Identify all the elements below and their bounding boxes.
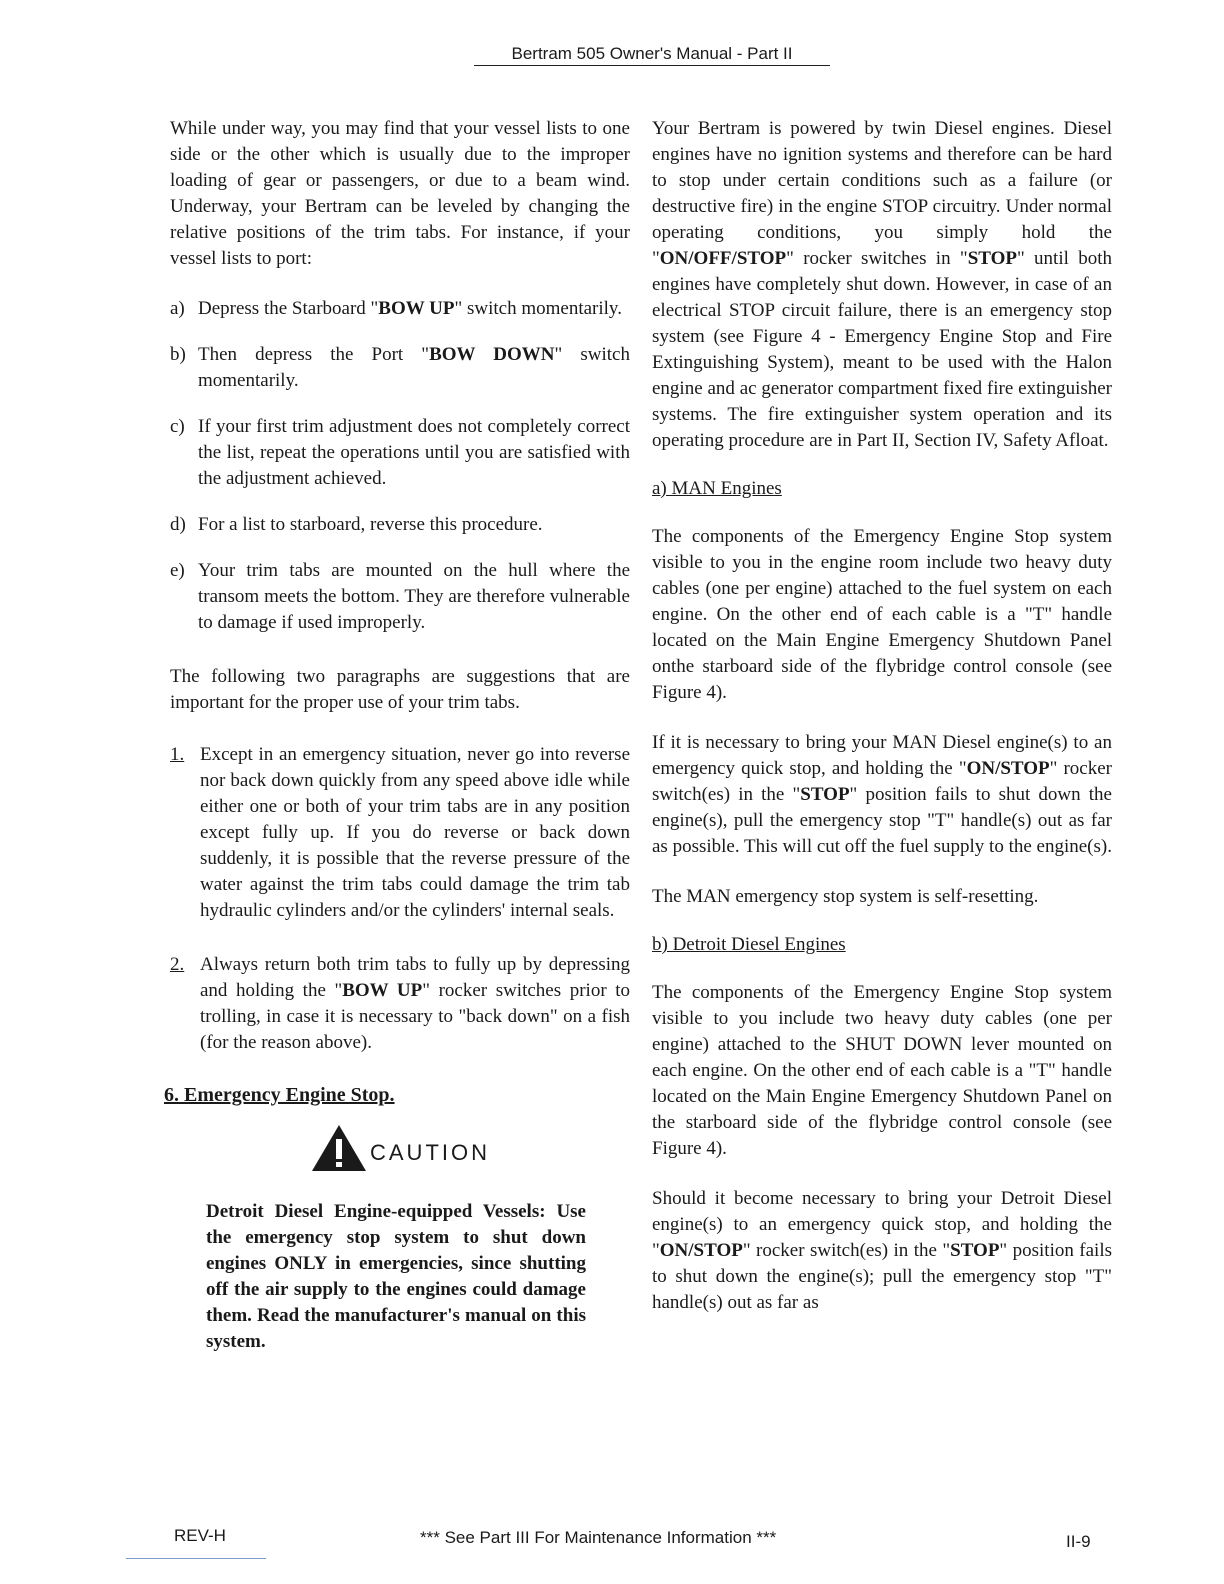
man-stop-paragraph: If it is necessary to bring your MAN Diesel engine(s) to an emergency quick stop, and holding the "ON/STOP" rocker switch(es) in the "STOP" position fails to shut down the engine(s), pull the emergency stop "T" handle(s) out as far as possible. This will cut off the fuel supply to the engine(s).: [652, 732, 1112, 857]
switch-label: ON/OFF/STOP: [659, 248, 787, 269]
switch-label: STOP: [950, 1240, 1000, 1261]
list-item: [170, 414, 630, 492]
list-item: a) Depress the Starboard "BOW UP" switch momentarily.: [170, 296, 630, 322]
engine-intro-paragraph: Your Bertram is powered by twin Diesel engines. Diesel engines have no ignition systems and therefore can be hard to stop under certain conditions such as a failure (or destructive fire) in the engine STOP circuitry. Under normal operating conditions, you simply hold the "ON/OFF/STOP" rocker switches in "STOP" until both engines have completely shut down. However, in case of an electrical STOP circuit failure, there is an emergency stop system (see Figure 4 - Emergency Engine Stop and Fire Extinguishing System), meant to be used with the Halon engine and ac generator compartment fixed fire extinguisher systems. The fire extinguisher system operation and its operating procedure are in Part II, Section IV, Safety Afloat.: [652, 118, 1113, 451]
number-marker: 2.: [170, 954, 185, 975]
page-footer: [0, 1526, 1224, 1556]
switch-label: BOW UP: [342, 980, 423, 1001]
right-column: [652, 116, 1112, 1340]
man-reset-paragraph: The MAN emergency stop system is self-resetting.: [652, 886, 1039, 907]
list-marker: c): [170, 416, 185, 437]
switch-label: ON/STOP: [966, 758, 1050, 779]
switch-label: BOW DOWN: [429, 344, 555, 365]
caution-banner: [170, 1123, 630, 1173]
detroit-engines-title: b) Detroit Diesel Engines: [652, 934, 846, 955]
list-marker: e): [170, 560, 185, 581]
list-item: b) Then depress the Port "BOW DOWN" switch momentarily.: [170, 342, 630, 394]
numbered-item: [170, 742, 630, 924]
caution-text: Detroit Diesel Engine-equipped Vessels: Use the emergency stop system to shut down engines ONLY in emergencies, since shutting off the air supply to the engines could damage them. Read the manufacturer's manual on this system.: [206, 1201, 586, 1352]
list-text: If your first trim adjustment does not completely correct the list, repeat the operations until you are satisfied with the adjustment achieved.: [198, 416, 630, 489]
page-header: Bertram 505 Owner's Manual - Part II: [474, 44, 830, 66]
number-marker: 1.: [170, 744, 185, 765]
list-marker: d): [170, 514, 186, 535]
footer-rule: [126, 1558, 266, 1559]
list-text: Your trim tabs are mounted on the hull where the transom meets the bottom. They are therefore vulnerable to damage if used improperly.: [198, 560, 630, 633]
detroit-stop-paragraph: Should it become necessary to bring your Detroit Diesel engine(s) to an emergency quick stop, and holding the "ON/STOP" rocker switch(es) in the "STOP" position fails to shut down the engine(s); pull the emergency stop "T" handle(s) out as far as: [652, 1188, 1112, 1313]
caution-label: CAUTION: [370, 1140, 490, 1165]
revision-label: REV-H: [174, 1526, 226, 1545]
list-marker: b): [170, 344, 186, 365]
page-number: II-9: [1066, 1532, 1091, 1551]
switch-label: BOW UP: [378, 298, 455, 319]
man-components-paragraph: The components of the Emergency Engine Stop system visible to you in the engine room include two heavy duty cables (one per engine) attached to the fuel system on each engine. On the other end of each cable is a "T" handle located on the Main Engine Emergency Shutdown Panel onthe starboard side of the flybridge control console (see Figure 4).: [652, 526, 1112, 703]
detroit-components-paragraph: The components of the Emergency Engine Stop system visible to you include two heavy duty cables (one per engine) attached to the SHUT DOWN lever mounted on each engine. On the other end of each cable is a "T" handle located on the Main Engine Emergency Shutdown Panel on the starboard side of the flybridge control console (see Figure 4).: [652, 982, 1112, 1159]
section-title: 6. Emergency Engine Stop.: [164, 1084, 395, 1106]
left-column: [164, 116, 631, 1355]
list-item: [170, 558, 630, 636]
warning-triangle-icon: [310, 1123, 368, 1173]
maintenance-note: *** See Part III For Maintenance Information ***: [420, 1528, 777, 1547]
numbered-text: Except in an emergency situation, never go into reverse nor back down quickly from any speed above idle while either one or both of your trim tabs are in any position except fully up. If you do reverse or back down suddenly, it is possible that the reverse pressure of the water against the trim tabs could damage the trim tab hydraulic cylinders and/or the cylinders' internal seals.: [200, 744, 630, 921]
list-item: [170, 512, 630, 538]
list-marker: a): [170, 298, 185, 319]
suggestions-intro: The following two paragraphs are suggestions that are important for the proper use of your trim tabs.: [170, 666, 630, 713]
intro-paragraph: While under way, you may find that your vessel lists to one side or the other which is usually due to the improper loading of gear or passengers, or due to a beam wind. Underway, your Bertram can be leveled by changing the relative positions of the trim tabs. For instance, if your vessel lists to port:: [170, 118, 630, 269]
switch-label: STOP: [967, 248, 1017, 269]
switch-label: ON/STOP: [659, 1240, 743, 1261]
man-engines-title: a) MAN Engines: [652, 478, 782, 499]
switch-label: STOP: [800, 784, 850, 805]
list-text: For a list to starboard, reverse this procedure.: [198, 514, 543, 535]
numbered-item: 2. Always return both trim tabs to fully up by depressing and holding the "BOW UP" rocker switches prior to trolling, in case it is necessary to "back down" on a fish (for the reason above).: [170, 952, 630, 1056]
